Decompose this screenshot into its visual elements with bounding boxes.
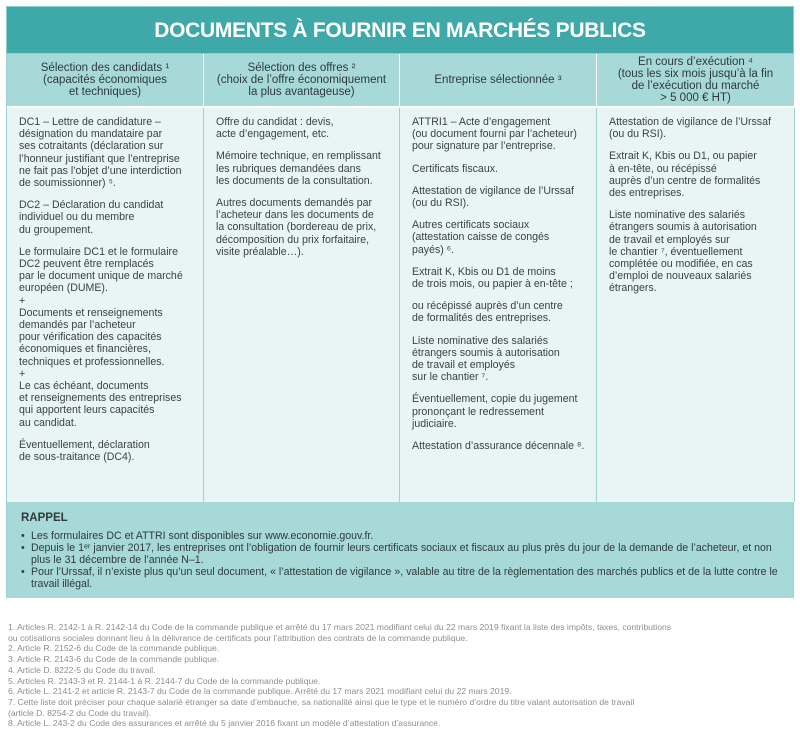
header-en-cours-execution bbox=[597, 54, 795, 108]
plus-sign: + bbox=[19, 367, 26, 380]
header-entreprise-selectionnee bbox=[400, 54, 597, 108]
footnote: 8. Article L. 243-2 du Code des assurances et arrêté du 5 janvier 2016 fixant un modèle d’attestation d’assurance. bbox=[8, 718, 441, 729]
header-label: En cours d’exécution ⁴ (tous les six mois jusqu’à la fin de l’exécution du marché > 5 000 € HT) bbox=[617, 56, 774, 104]
footnote: 4. Article D. 8222-5 du Code du travail. bbox=[8, 664, 156, 675]
column-entreprise-selectionnee bbox=[400, 108, 597, 502]
paragraph: DC2 – Déclaration du candidat individuel ou du membre du groupement. bbox=[19, 199, 164, 236]
column-selection-candidats bbox=[7, 108, 204, 502]
paragraph: Éventuellement, copie du jugement prononçant le redressement judiciaire. bbox=[412, 393, 578, 430]
paragraph: DC1 – Lettre de candidature – désignation du mandataire par ses cotraitants (déclaration sur l’honneur justifiant que l’entreprise ne fait pas l’objet d’une interdiction de soumissionner) ⁵. bbox=[19, 116, 182, 190]
rappel-item: • Pour l’Urssaf, il n’existe plus qu’un seul document, « l’attestation de vigilance », valable au titre de la règlementation des marchés publics et de la lutte contre le travail illégal. bbox=[21, 566, 781, 590]
footnote: 6. Article L. 2141-2 et article R. 2143-7 du Code de la commande publique. Arrêté du 17 mars 2021 modifiant celui du 22 mars 2019. bbox=[8, 686, 512, 697]
footnote: 5. Articles R. 2143-3 et R. 2144-1 à R. 2144-7 du Code de la commande publique. bbox=[8, 675, 321, 686]
footnote: 2. Article R. 2152-6 du Code de la commande publique. bbox=[8, 643, 220, 654]
paragraph: Mémoire technique, en remplissant les rubriques demandées dans les documents de la consultation. bbox=[216, 150, 381, 187]
rappel-item bbox=[21, 542, 781, 566]
paragraph: Attestation de vigilance de l’Urssaf (ou du RSI). bbox=[412, 184, 574, 210]
header-selection-offres bbox=[204, 54, 400, 108]
document-title: DOCUMENTS À FOURNIR EN MARCHÉS PUBLICS bbox=[6, 6, 794, 54]
paragraph: Le cas échéant, documents et renseignements des entreprises qui apportent leurs capacités au candidat. bbox=[19, 380, 182, 429]
paragraph: Attestation de vigilance de l’Urssaf (ou du RSI). bbox=[609, 116, 771, 141]
rappel-list bbox=[21, 530, 781, 590]
paragraph: Documents et renseignements demandés par l’acheteur pour vérification des capacités économiques et financières, techniques et professionnelles. bbox=[19, 306, 165, 368]
paragraph: Offre du candidat : devis, acte d’engagement, etc. bbox=[216, 116, 334, 141]
paragraph: Extrait K, Kbis ou D1, ou papier à en-tête, ou récépissé auprès d’un centre de formalités des entreprises. bbox=[609, 150, 761, 200]
paragraph: Autres certificats sociaux (attestation caisse de congés payés) ⁶. bbox=[412, 219, 550, 256]
rappel-title: RAPPEL bbox=[21, 512, 68, 524]
paragraph: Liste nominative des salariés étrangers soumis à autorisation de travail et employés sur le chantier ⁷, éventuellement complétée ou modifiée, en cas d’emploi de nouveaux salariés étrangers. bbox=[609, 209, 757, 295]
footnote: 7. Cette liste doit préciser pour chaque salarié étranger sa date d’embauche, sa nationalité ainsi que le type et le numéro d’ordre du titre valant autorisation de travail (article D. 8254-2 du Code du travail). bbox=[8, 696, 635, 718]
documents-table bbox=[6, 54, 794, 502]
header-selection-candidats bbox=[7, 54, 204, 108]
plus-sign: + bbox=[19, 294, 26, 307]
footnote: 3. Article R. 2143-6 du Code de la commande publique. bbox=[8, 654, 220, 665]
footnote: 1. Articles R. 2142-1 à R. 2142-14 du Code de la commande publique et arrêté du 17 mars 2021 modifiant celui du 22 mars 2019 fixant la liste des impôts, taxes, contributions ou cotisations sociales donnant lieu à la délivrance de certificats pour l’attribution des contrats de la commande publique. bbox=[8, 622, 672, 643]
header-label: Sélection des offres ² (choix de l’offre économiquement la plus avantageuse) bbox=[216, 62, 387, 98]
paragraph: Extrait K, Kbis ou D1 de moins de trois mois, ou papier à en-tête ; bbox=[412, 265, 573, 291]
rappel-item: • Les formulaires DC et ATTRI sont disponibles sur www.economie.gouv.fr. bbox=[21, 530, 781, 542]
paragraph: Attestation d’assurance décennale ⁸. bbox=[412, 440, 585, 453]
column-selection-offres bbox=[204, 108, 400, 502]
paragraph: Autres documents demandés par l’acheteur dans les documents de la consultation (bordereau de prix, décomposition du prix forfaitaire, visite préalable…). bbox=[216, 197, 377, 258]
paragraph: ou récépissé auprès d’un centre de formalités des entreprises. bbox=[412, 300, 563, 325]
paragraph: Liste nominative des salariés étrangers soumis à autorisation de travail et employés sur le chantier ⁷. bbox=[412, 334, 560, 384]
paragraph: Éventuellement, déclaration de sous-traitance (DC4). bbox=[19, 438, 150, 464]
header-label: Entreprise sélectionnée ³ bbox=[434, 74, 562, 86]
paragraph: Certificats fiscaux. bbox=[412, 162, 498, 175]
paragraph: Le formulaire DC1 et le formulaire DC2 peuvent être remplacés par le document unique de marché européen (DUME). bbox=[19, 245, 183, 295]
paragraph: ATTRI1 – Acte d’engagement (ou document fourni par l’acheteur) pour signature par l’entreprise. bbox=[412, 116, 577, 153]
header-label: Sélection des candidats ¹ (capacités économiques et techniques) bbox=[40, 62, 170, 98]
document bbox=[6, 6, 794, 729]
footnotes bbox=[6, 622, 794, 729]
column-en-cours-execution bbox=[597, 108, 795, 502]
rappel-box bbox=[6, 502, 794, 598]
rappel-item-text: Depuis le 1ᵉʳ janvier 2017, les entreprises ont l’obligation de fournir leurs certificats sociaux et fiscaux au plus près du jour de la demande de l’acheteur, et non plus le 31 décembre de l’année N–1. bbox=[31, 542, 772, 566]
